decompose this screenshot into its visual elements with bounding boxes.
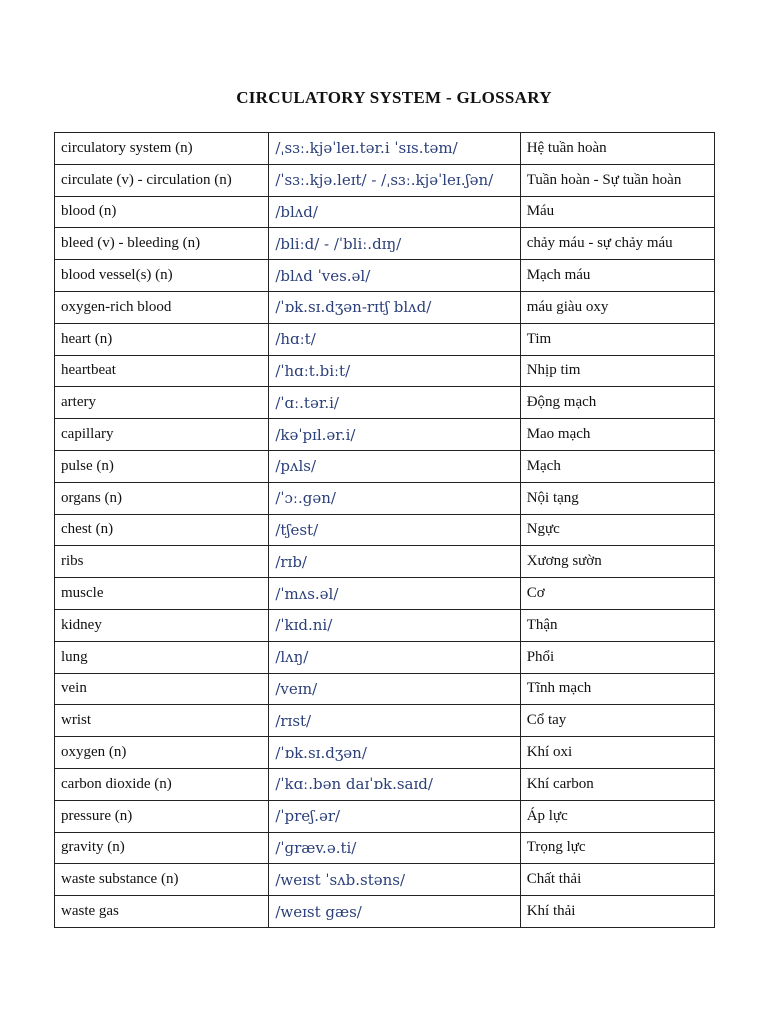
translation-cell: Khí carbon (520, 768, 714, 800)
table-row (55, 832, 715, 864)
table-row (55, 419, 715, 451)
pronunciation-cell: /lʌŋ/ (269, 641, 520, 673)
translation-cell: Xương sườn (520, 546, 714, 578)
table-row (55, 482, 715, 514)
table-row (55, 641, 715, 673)
term-cell: chest (n) (55, 514, 269, 546)
table-row (55, 323, 715, 355)
table-row (55, 737, 715, 769)
term-cell: artery (55, 387, 269, 419)
table-row (55, 609, 715, 641)
pronunciation-cell: /tʃest/ (269, 514, 520, 546)
translation-cell: Ngực (520, 514, 714, 546)
term-cell: gravity (n) (55, 832, 269, 864)
translation-cell: Trọng lực (520, 832, 714, 864)
table-row (55, 578, 715, 610)
table-row (55, 387, 715, 419)
pronunciation-cell: /weɪst ˈsʌb.stəns/ (269, 864, 520, 896)
pronunciation-cell: /blʌd ˈves.əl/ (269, 260, 520, 292)
table-row (55, 450, 715, 482)
translation-cell: Khí oxi (520, 737, 714, 769)
pronunciation-cell: /blʌd/ (269, 196, 520, 228)
table-row (55, 291, 715, 323)
table-row (55, 864, 715, 896)
pronunciation-cell: /bliːd/ - /ˈbliː.dɪŋ/ (269, 228, 520, 260)
term-cell: lung (55, 641, 269, 673)
term-cell: heartbeat (55, 355, 269, 387)
translation-cell: Thận (520, 609, 714, 641)
term-cell: organs (n) (55, 482, 269, 514)
term-cell: circulate (v) - circulation (n) (55, 164, 269, 196)
table-row (55, 673, 715, 705)
pronunciation-cell: /ˈkɑː.bən daɪˈɒk.saɪd/ (269, 768, 520, 800)
term-cell: circulatory system (n) (55, 133, 269, 165)
translation-cell: Tim (520, 323, 714, 355)
translation-cell: Máu (520, 196, 714, 228)
pronunciation-cell: /ˈmʌs.əl/ (269, 578, 520, 610)
translation-cell: Nội tạng (520, 482, 714, 514)
table-row (55, 228, 715, 260)
table-row (55, 705, 715, 737)
term-cell: ribs (55, 546, 269, 578)
translation-cell: chảy máu - sự chảy máu (520, 228, 714, 260)
term-cell: capillary (55, 419, 269, 451)
table-row (55, 196, 715, 228)
translation-cell: Áp lực (520, 800, 714, 832)
table-row (55, 355, 715, 387)
term-cell: pulse (n) (55, 450, 269, 482)
term-cell: pressure (n) (55, 800, 269, 832)
table-row (55, 514, 715, 546)
pronunciation-cell: /ˈkɪd.ni/ (269, 609, 520, 641)
table-row (55, 546, 715, 578)
term-cell: oxygen-rich blood (55, 291, 269, 323)
term-cell: waste substance (n) (55, 864, 269, 896)
translation-cell: Động mạch (520, 387, 714, 419)
translation-cell: Nhịp tim (520, 355, 714, 387)
term-cell: vein (55, 673, 269, 705)
page-title: CIRCULATORY SYSTEM - GLOSSARY (236, 88, 552, 107)
pronunciation-cell: /ˈɡræv.ə.ti/ (269, 832, 520, 864)
pronunciation-cell: /hɑːt/ (269, 323, 520, 355)
pronunciation-cell: /rɪb/ (269, 546, 520, 578)
translation-cell: Cơ (520, 578, 714, 610)
translation-cell: Khí thải (520, 896, 714, 928)
pronunciation-cell: /ˈɒk.sɪ.dʒən-rɪtʃ blʌd/ (269, 291, 520, 323)
pronunciation-cell: /weɪst gæs/ (269, 896, 520, 928)
pronunciation-cell: /kəˈpɪl.ər.i/ (269, 419, 520, 451)
term-cell: blood vessel(s) (n) (55, 260, 269, 292)
pronunciation-cell: /veɪn/ (269, 673, 520, 705)
table-row (55, 800, 715, 832)
translation-cell: Mạch máu (520, 260, 714, 292)
translation-cell: Tuần hoàn - Sự tuần hoàn (520, 164, 714, 196)
pronunciation-cell: /ˌsɜː.kjəˈleɪ.tər.i ˈsɪs.təm/ (269, 133, 520, 165)
table-row (55, 896, 715, 928)
glossary-table (54, 132, 715, 928)
term-cell: muscle (55, 578, 269, 610)
pronunciation-cell: /ˈsɜː.kjə.leɪt/ - /ˌsɜː.kjəˈleɪ.ʃən/ (269, 164, 520, 196)
pronunciation-cell: /rɪst/ (269, 705, 520, 737)
table-row (55, 768, 715, 800)
translation-cell: Tĩnh mạch (520, 673, 714, 705)
table-row (55, 164, 715, 196)
translation-cell: Hệ tuần hoàn (520, 133, 714, 165)
pronunciation-cell: /ˈhɑːt.biːt/ (269, 355, 520, 387)
pronunciation-cell: /ˈɒk.sɪ.dʒən/ (269, 737, 520, 769)
term-cell: kidney (55, 609, 269, 641)
translation-cell: Mạch (520, 450, 714, 482)
table-row (55, 260, 715, 292)
term-cell: wrist (55, 705, 269, 737)
term-cell: blood (n) (55, 196, 269, 228)
pronunciation-cell: /pʌls/ (269, 450, 520, 482)
pronunciation-cell: /ˈɔː.gən/ (269, 482, 520, 514)
term-cell: carbon dioxide (n) (55, 768, 269, 800)
term-cell: oxygen (n) (55, 737, 269, 769)
translation-cell: Mao mạch (520, 419, 714, 451)
pronunciation-cell: /ˈpreʃ.ər/ (269, 800, 520, 832)
term-cell: heart (n) (55, 323, 269, 355)
translation-cell: máu giàu oxy (520, 291, 714, 323)
pronunciation-cell: /ˈɑː.tər.i/ (269, 387, 520, 419)
term-cell: waste gas (55, 896, 269, 928)
translation-cell: Chất thải (520, 864, 714, 896)
term-cell: bleed (v) - bleeding (n) (55, 228, 269, 260)
translation-cell: Phổi (520, 641, 714, 673)
translation-cell: Cổ tay (520, 705, 714, 737)
table-row (55, 133, 715, 165)
